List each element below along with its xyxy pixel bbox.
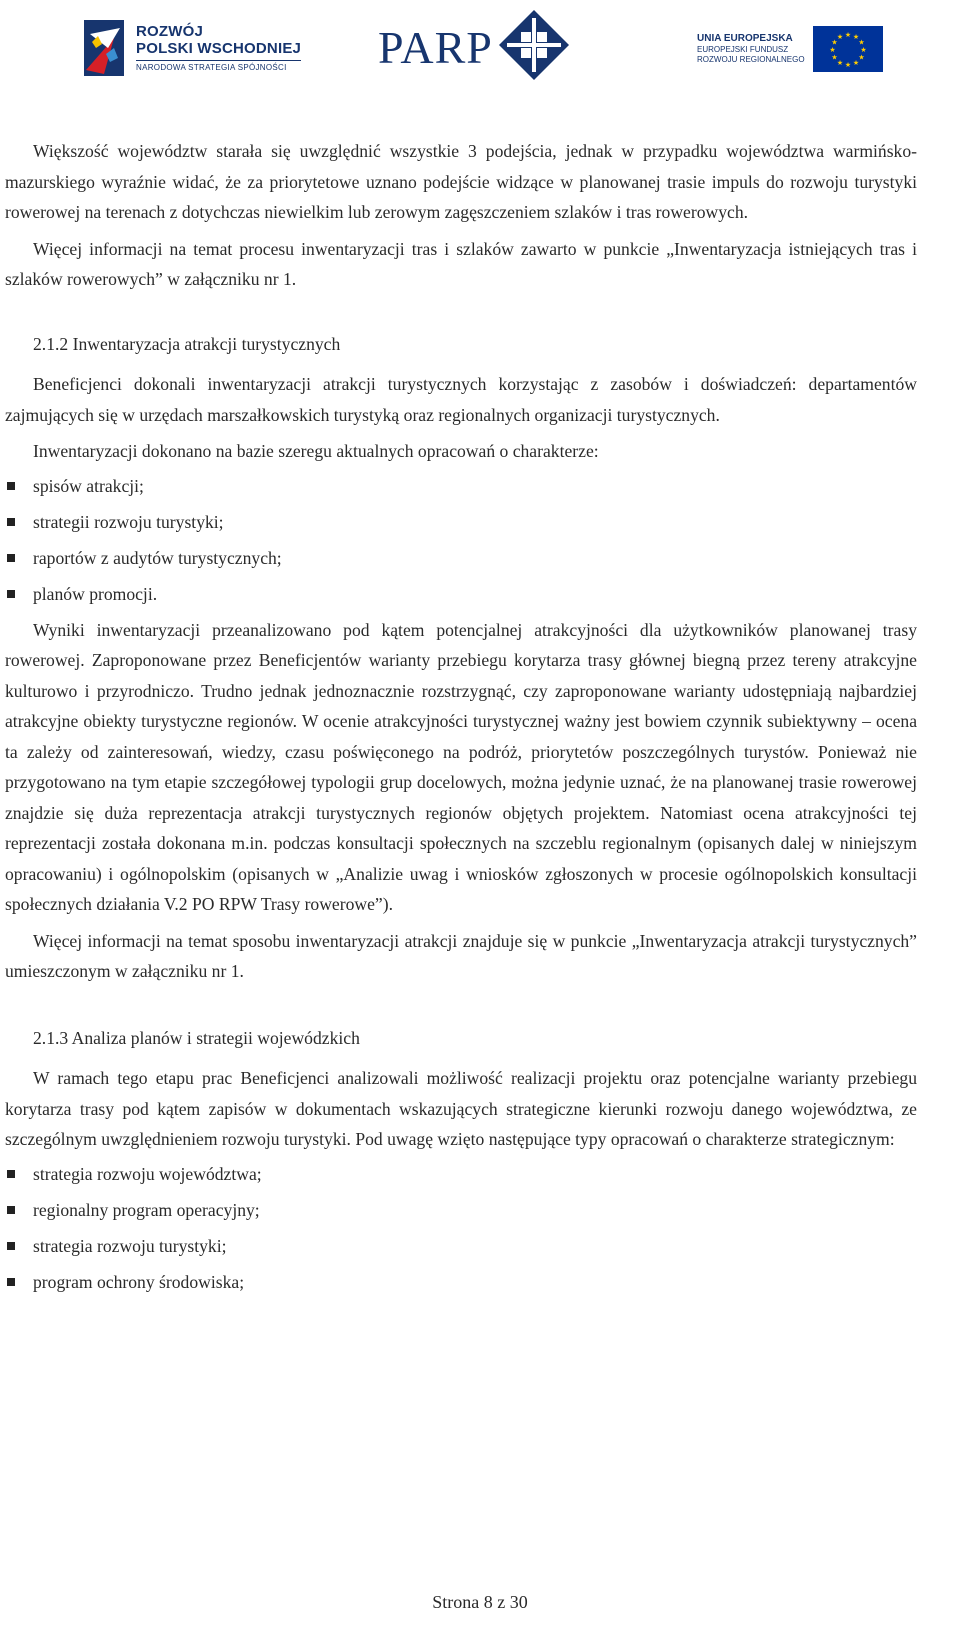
svg-text:★: ★	[830, 53, 838, 62]
svg-text:★: ★	[828, 46, 836, 54]
rpw-logo-line2: POLSKI WSCHODNIEJ	[136, 39, 302, 57]
eu-logo-line3: ROZWOJU REGIONALNEGO	[697, 55, 805, 64]
list-item: strategii rozwoju turystyki;	[5, 507, 917, 538]
section-heading-2-1-3: 2.1.3 Analiza planów i strategii wojewódzkich	[33, 1027, 360, 1048]
bullet-square-icon	[7, 590, 15, 598]
parp-logo	[378, 10, 571, 84]
paragraph-6: Więcej informacji na temat sposobu inwentaryzacji atrakcji znajduje się w punkcie „Inwentaryzacja atrakcji turystycznych” umieszczonym w załączniku nr 1.	[5, 930, 917, 981]
rpw-logo-line3: NARODOWA STRATEGIA SPÓJNOŚCI	[136, 60, 301, 74]
rozwoj-polski-wschodniej-logo	[84, 12, 301, 84]
list-item: raportów z audytów turystycznych;	[5, 543, 917, 574]
paragraph-4: Inwentaryzacji dokonano na bazie szeregu aktualnych opracowań o charakterze:	[33, 441, 599, 461]
eu-logo-line2: EUROPEJSKI FUNDUSZ	[697, 45, 789, 54]
bullet-square-icon	[7, 1242, 15, 1250]
list-item: program ochrony środowiska;	[5, 1267, 917, 1298]
bullet-square-icon	[7, 482, 15, 490]
bullet-square-icon	[7, 518, 15, 526]
svg-text:★: ★	[852, 33, 859, 41]
svg-text:★: ★	[844, 31, 851, 39]
svg-text:★: ★	[844, 61, 851, 69]
list-item: strategia rozwoju województwa;	[5, 1159, 917, 1190]
svg-text:★: ★	[836, 33, 843, 41]
list-item: strategia rozwoju turystyki;	[5, 1231, 917, 1262]
page-header	[0, 0, 960, 100]
paragraph-1: Większość województw starała się uwzględnić wszystkie 3 podejścia, jednak w przypadku województwa warmińsko-mazurskiego wyraźnie widać, że za priorytetowe uznano podejście widzące w planowanej trasie impuls do rozwoju turystyki rowerowej na terenach z dotychczas niewielkim lub zerowym zagęszczeniem szlaków i tras rowerowych.	[5, 141, 917, 222]
list-item: regionalny program operacyjny;	[5, 1195, 917, 1226]
bullet-square-icon	[7, 1206, 15, 1214]
eu-logo	[697, 26, 883, 72]
list-item: spisów atrakcji;	[5, 471, 917, 502]
section-heading-2-1-2: 2.1.2 Inwentaryzacja atrakcji turystycznych	[33, 333, 341, 354]
paragraph-5: Wyniki inwentaryzacji przeanalizowano pod kątem potencjalnej atrakcyjności dla użytkowników planowanej trasy rowerowej. Zaproponowane przez Beneficjentów warianty przebiegu korytarza trasy głównej biegną przez tereny atrakcyjne kulturowo i przyrodniczo. Trudno jednak jednoznacznie rozstrzygnąć, czy zaproponowane warianty udostępniają najbardziej atrakcyjne obiekty turystyczne regionów. W ocenie atrakcyjności turystycznej ważny jest bowiem czynnik subiektywny – ocena ta zależy od zainteresowań, wiedzy, czasu poświęconego na podróż, priorytetów poszczególnych turystów. Ponieważ nie przygotowano na tym etapie szczegółowej typologii grup docelowych, można jedynie uznać, że na planowanej trasie rowerowej znajdzie się duża reprezentacja atrakcji turystycznych regionów objętych projektem. Natomiast ocena atrakcyjności tej reprezentacji została dokonana m.in. podczas konsultacji społecznych na szczeblu regionalnym (opisanych dalej w niniejszym opracowaniu) i ogólnopolskim (opisanych w „Analizie uwag i wniosków zgłoszonych w procesie ogólnopolskich konsultacji społecznych działania V.2 PO RPW Trasy rowerowe”).	[5, 619, 917, 914]
svg-text:★: ★	[859, 46, 867, 54]
svg-text:★: ★	[857, 53, 865, 62]
bullet-square-icon	[7, 1170, 15, 1178]
svg-text:★: ★	[857, 38, 865, 47]
eu-flag-icon	[813, 26, 883, 72]
page-number: Strona 8 z 30	[432, 1592, 528, 1612]
svg-text:★: ★	[852, 59, 859, 67]
bullet-square-icon	[7, 554, 15, 562]
rpw-emblem-icon	[84, 18, 128, 78]
parp-emblem-icon	[497, 8, 571, 87]
svg-text:★: ★	[836, 59, 843, 67]
list-item: planów promocji.	[5, 579, 917, 610]
parp-logo-text: PARP	[378, 21, 493, 73]
bullet-square-icon	[7, 1278, 15, 1286]
bullet-list-1	[5, 471, 917, 610]
rpw-logo-line1: ROZWÓJ	[136, 22, 204, 40]
paragraph-7: W ramach tego etapu prac Beneficjenci analizowali możliwość realizacji projektu oraz potencjalne warianty przebiegu korytarza trasy pod kątem zapisów w dokumentach wskazujących strategiczne kierunki rozwoju danego województwa, ze szczególnym uwzględnieniem rozwoju turystyki. Pod uwagę wzięto następujące typy opracowań o charakterze strategicznym:	[5, 1068, 917, 1149]
paragraph-3: Beneficjenci dokonali inwentaryzacji atrakcji turystycznych korzystając z zasobów i doświadczeń: departamentów zajmujących się w urzędach marszałkowskich turystyką oraz regionalnych organizacji turystycznych.	[5, 374, 917, 425]
svg-text:★: ★	[830, 38, 838, 47]
document-body	[5, 136, 917, 1303]
bullet-list-2	[5, 1159, 917, 1298]
paragraph-2: Więcej informacji na temat procesu inwentaryzacji tras i szlaków zawarto w punkcie „Inwentaryzacja istniejących tras i szlaków rowerowych” w załączniku nr 1.	[5, 238, 917, 289]
eu-logo-line1: UNIA EUROPEJSKA	[697, 33, 793, 44]
